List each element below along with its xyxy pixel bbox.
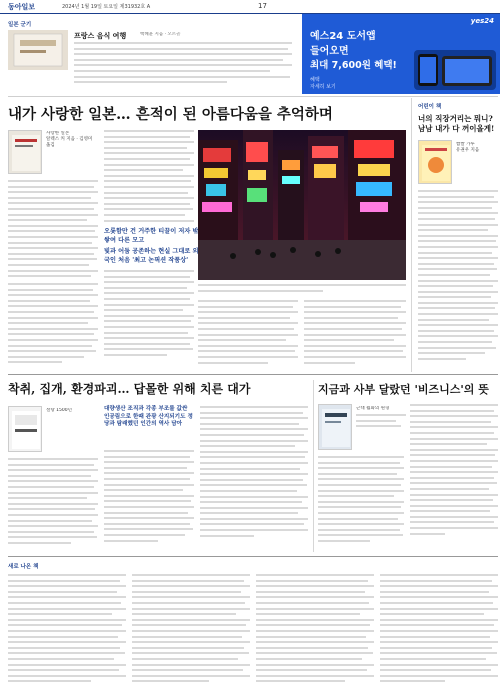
masthead: [0, 0, 500, 14]
book-title-business: 근대 월화의 원형: [356, 406, 390, 411]
main-body-col-2b: [104, 270, 194, 368]
book-title-main: 사랑한 일본: [46, 131, 70, 136]
main-photo-night-street: [198, 130, 406, 280]
ad-brand: yes24: [470, 17, 494, 25]
pull-quote-1: 오롯함만 건 거주한 티끌이 저자 밖 쌓여 다른 모고: [104, 228, 199, 244]
book-meta-business: [356, 414, 406, 450]
second-body-col-1: [8, 458, 98, 550]
main-body-col-2: [104, 130, 194, 230]
book-cover-business: [318, 404, 352, 450]
book-cover-sugar: [8, 406, 42, 452]
main-body-col-1b: [8, 283, 98, 368]
main-photo-caption: [198, 284, 406, 296]
ad-banner[interactable]: [302, 14, 500, 94]
book-title-sugar: 설탕 1500년: [46, 408, 72, 413]
main-body-col-3: [198, 300, 298, 368]
pull-quote-2: 빛과 어둠 공존하는 현실 그대로 외국인 처음 '최고 논픽션 작품상': [104, 248, 199, 264]
divider-top: [8, 96, 498, 97]
divider-mid: [8, 374, 498, 375]
top-article-title: 프랑스 음식 여행: [74, 31, 127, 40]
page-number: 17: [258, 2, 267, 10]
new-books-col-3: [256, 574, 374, 686]
book-cover-main: [8, 130, 42, 174]
top-article-author: 백혜윤 지음 · 오르골: [140, 32, 181, 37]
book-author-main: 알렉스 커 지음 · 김영미 옮김: [46, 137, 93, 148]
second-headline-right: 지금과 사부 달랐던 '비즈니스'의 뜻: [318, 383, 489, 396]
sidebar-label: 어린이 책: [418, 104, 442, 110]
main-body-col-1: [8, 180, 98, 280]
issue-date: 2024년 1월 19일 토요일 제31932호 A: [62, 4, 151, 10]
second-body-col-2: [104, 450, 194, 550]
main-body-col-4: [304, 300, 406, 368]
ad-cta[interactable]: 혜택 자세히 보기: [310, 77, 336, 90]
second-body-col-3: [200, 406, 308, 550]
second-body-col-5: [410, 404, 498, 550]
book-meta-main: [46, 131, 96, 149]
sidebar-book-cover: [418, 140, 452, 184]
ad-phone-image: [414, 50, 496, 90]
section-label-top: 일본 군기: [8, 22, 32, 28]
second-subhead-left: 대량생산 조직과 각종 부조를 값싼 인공림으로 한때 관광 산지되기도 정당과 탐래했던 인간의 역사 담아: [104, 406, 193, 428]
sidebar-book-author: 유권우 지음: [456, 148, 480, 153]
new-books-label: 새로 나온 책: [8, 564, 39, 570]
new-books-col-1: [8, 574, 126, 686]
sidebar-headline: 너의 직장거리는 뭐니? 남남 내가 다 꺼이올게!: [418, 114, 495, 133]
top-article-photo: [8, 30, 68, 70]
sidebar-divider: [411, 98, 412, 372]
second-headline-left: 착취, 집개, 환경파괴… 답몰한 위해 치른 대가: [8, 382, 251, 396]
main-headline: 내가 사랑한 일본… 흔적이 된 아름다움을 추억하며: [8, 106, 333, 123]
second-body-col-4: [318, 456, 404, 550]
second-row-divider: [313, 380, 314, 552]
sidebar-book-meta: [456, 142, 498, 154]
sidebar-body: [418, 190, 498, 368]
ad-line-3: 최대 7,600원 혜택!: [310, 60, 397, 71]
new-books-col-2: [132, 574, 250, 686]
divider-bottom: [8, 556, 498, 557]
new-books-col-4: [380, 574, 498, 686]
sidebar-book-title: 짭짤 가루: [456, 142, 475, 147]
ad-line-1: 예스24 도서앱: [310, 31, 376, 42]
top-article-body: [74, 42, 292, 90]
ad-line-2: 들어오면: [310, 46, 349, 57]
newspaper-logo: 동아일보: [8, 3, 36, 11]
